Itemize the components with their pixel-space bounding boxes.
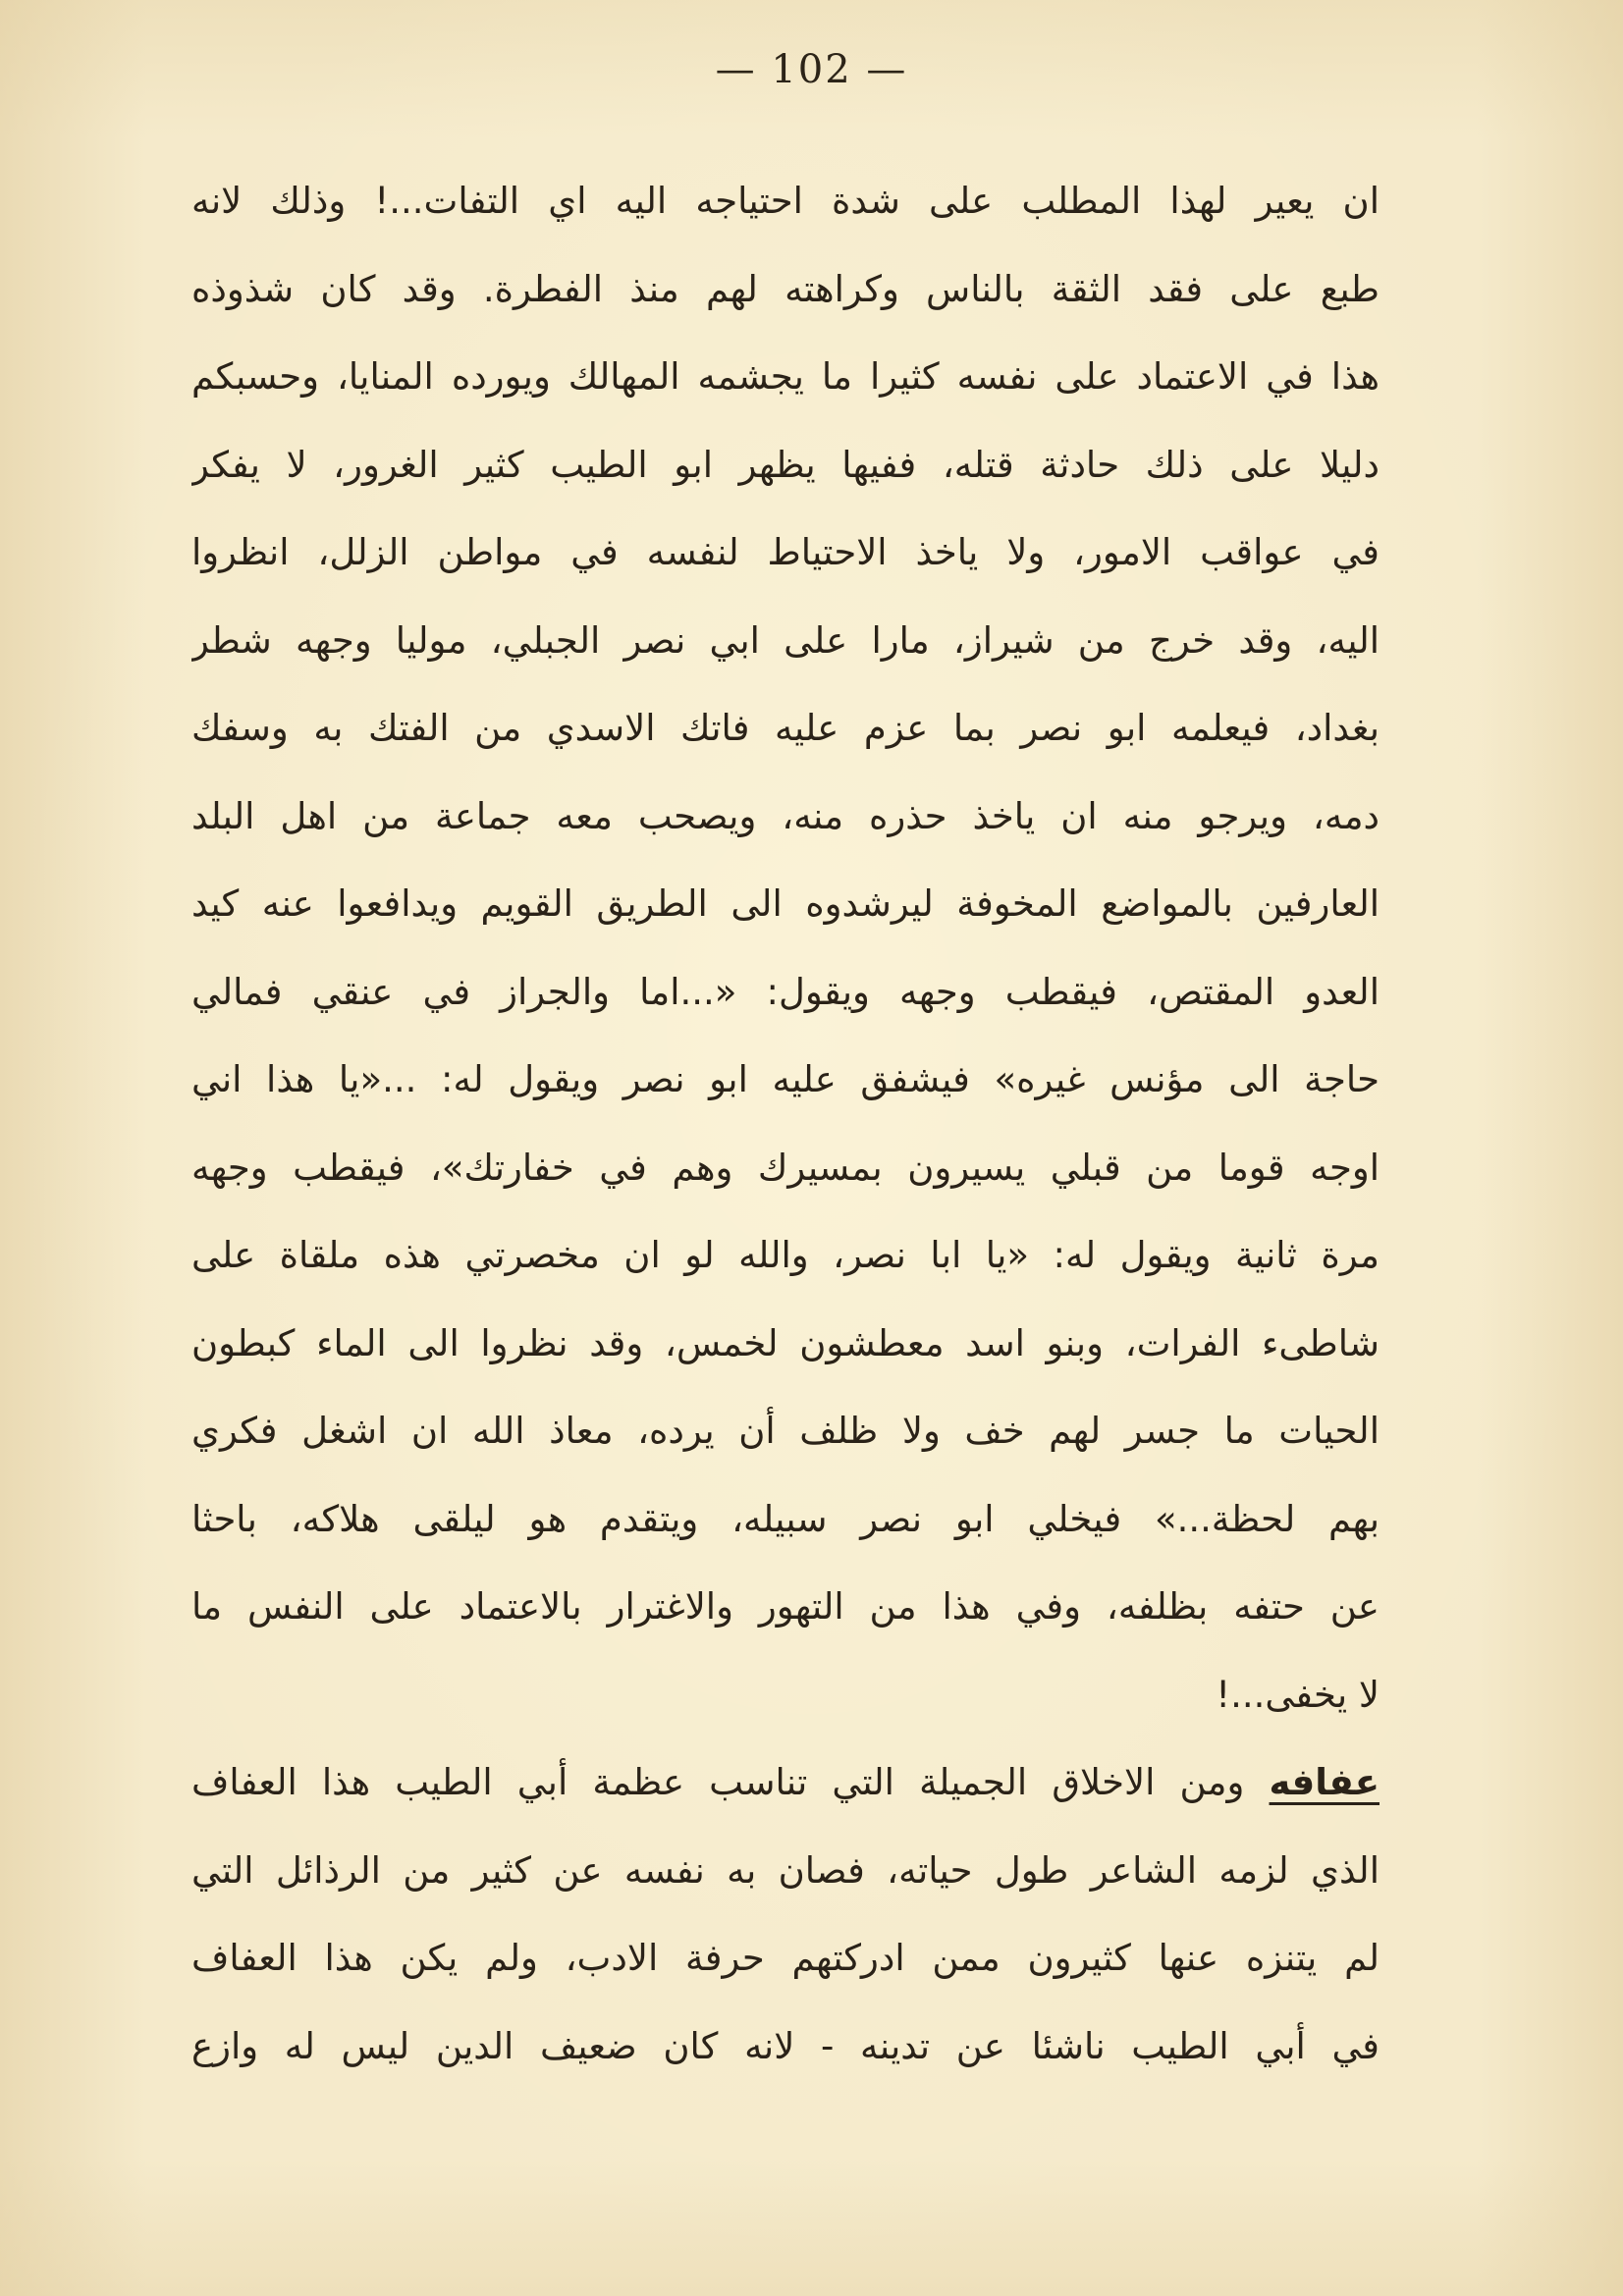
text-line: العارفين بالمواضع المخوفة ليرشدوه الى الطريق القويم ويدافعوا عنه كيد: [191, 882, 1380, 925]
text-line: بهم لحظة...» فيخلي ابو نصر سبيله، ويتقدم هو ليلقى هلاكه، باحثا: [191, 1497, 1380, 1540]
text-line: في عواقب الامور، ولا ياخذ الاحتياط لنفسه في مواطن الزلل، انظروا: [191, 531, 1380, 573]
text-line: حاجة الى مؤنس غيره» فيشفق عليه ابو نصر ويقول له: ...«يا هذا اني: [191, 1058, 1380, 1100]
paragraph-last-line: لا يخفى...!: [1216, 1673, 1380, 1716]
text-line: لم يتنزه عنها كثيرون ممن ادركتهم حرفة الادب، ولم يكن هذا العفاف: [191, 1937, 1380, 1979]
text-line: دمه، ويرجو منه ان ياخذ حذره منه، ويصحب معه جماعة من اهل البلد: [191, 794, 1380, 837]
section-side-label: عفافه: [1269, 1761, 1380, 1803]
text-line: طبع على فقد الثقة بالناس وكراهته لهم منذ الفطرة. وقد كان شذوذه: [191, 267, 1380, 310]
text-line: العدو المقتص، فيقطب وجهه ويقول: «...اما والجراز في عنقي فمالي: [191, 970, 1380, 1013]
text-line: ان يعير لهذا المطلب على شدة احتياجه اليه اي التفات...! وذلك لانه: [191, 180, 1380, 222]
page-number: — 102 —: [715, 47, 908, 92]
section-first-line: [191, 1738, 1380, 1827]
body-text: [191, 157, 1380, 2090]
text-line: هذا في الاعتماد على نفسه كثيرا ما يجشمه المهالك ويورده المنايا، وحسبكم: [191, 355, 1380, 398]
text-line: اوجه قوما من قبلي يسيرون بمسيرك وهم في خفارتك»، فيقطب وجهه: [191, 1146, 1380, 1189]
text-line: في أبي الطيب ناشئا عن تدينه - لانه كان ضعيف الدين ليس له وازع: [191, 2024, 1380, 2067]
text-line: مرة ثانية ويقول له: «يا ابا نصر، والله لو ان مخصرتي هذه ملقاة على: [191, 1234, 1380, 1276]
text-line: بغداد، فيعلمه ابو نصر بما عزم عليه فاتك الاسدي من الفتك به وسفك: [191, 707, 1380, 749]
text-line: الحيات ما جسر لهم خف ولا ظلف أن يرده، معاذ الله ان اشغل فكري: [191, 1410, 1380, 1452]
text-line: شاطىء الفرات، وبنو اسد معطشون لخمس، وقد نظروا الى الماء كبطون: [191, 1321, 1380, 1364]
text-line: عن حتفه بظلفه، وفي هذا من التهور والاغترار بالاعتماد على النفس ما: [191, 1585, 1380, 1628]
section-first-line-text: ومن الاخلاق الجميلة التي تناسب عظمة أبي الطيب هذا العفاف: [191, 1761, 1245, 1803]
text-line: اليه، وقد خرج من شيراز، مارا على ابي نصر الجبلي، موليا وجهه شطر: [191, 618, 1380, 662]
text-line: دليلا على ذلك حادثة قتله، ففيها يظهر ابو الطيب كثير الغرور، لا يفكر: [191, 443, 1380, 486]
text-line: الذي لزمه الشاعر طول حياته، فصان به نفسه عن كثير من الرذائل التي: [191, 1848, 1380, 1892]
